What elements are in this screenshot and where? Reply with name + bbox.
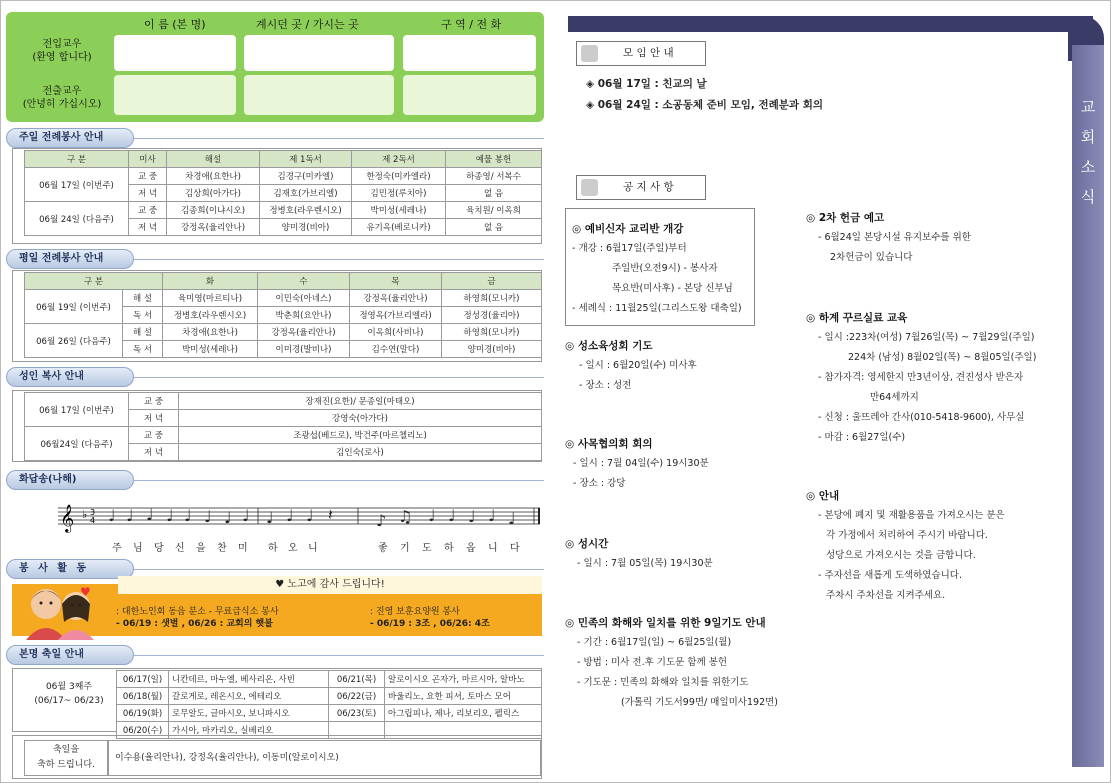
cell: 알로이시오 곤자가, 마르시아, 알바노 bbox=[385, 671, 542, 688]
lyric: 니 bbox=[488, 543, 498, 554]
line: 만64세까지 bbox=[870, 392, 919, 403]
newcomer-box bbox=[6, 12, 544, 122]
out-zone-field[interactable] bbox=[403, 75, 536, 115]
cell: 육치원/ 이옥희 bbox=[446, 202, 542, 219]
service-right-2: - 06/19 : 3조 , 06/26: 4조 bbox=[370, 619, 490, 629]
svg-text:𝄞: 𝄞 bbox=[60, 504, 75, 532]
cell: 저 녁 bbox=[129, 410, 179, 427]
meeting-1: ◈ 06월 17일 : 친교의 날 bbox=[586, 78, 707, 90]
cell: 하영희(모니카) bbox=[442, 324, 542, 341]
svg-text:♩: ♩ bbox=[468, 507, 476, 526]
cell: 독 서 bbox=[123, 307, 163, 324]
cell: 차경애(요한나) bbox=[167, 168, 260, 185]
lyric: 하 bbox=[268, 543, 278, 554]
cell: 박춘희(요안나) bbox=[258, 307, 350, 324]
cell: 가시아, 마카리오, 실베리오 bbox=[169, 722, 329, 739]
cell: 로무알도, 글마시오, 보니파시오 bbox=[169, 705, 329, 722]
svg-text:♩: ♩ bbox=[428, 506, 436, 525]
notice-6 bbox=[806, 208, 971, 268]
line: 2차헌금이 있습니다 bbox=[830, 252, 913, 263]
line: - 방법 : 미사 전.후 기도문 함께 봉헌 bbox=[577, 657, 728, 668]
cell: 김민정(루치아) bbox=[352, 185, 446, 202]
lyric: 신 bbox=[175, 543, 185, 554]
lyric: 다 bbox=[510, 543, 520, 554]
cell: 저 녁 bbox=[129, 185, 167, 202]
cell: 정병호(라우렌시오) bbox=[260, 202, 352, 219]
date-cell: 06월 19일 (이번주) bbox=[25, 290, 123, 324]
feast-table bbox=[116, 670, 542, 739]
th: 구 분 bbox=[25, 151, 129, 168]
cell: 박미성(세레나) bbox=[352, 202, 446, 219]
divider bbox=[134, 480, 544, 481]
bless-label: 축일을 축하 드립니다. bbox=[24, 740, 108, 776]
svg-text:♩: ♩ bbox=[108, 506, 116, 525]
cell: 강정옥(율리안나) bbox=[350, 290, 442, 307]
date-cell: 06월 17일 (이번주) bbox=[25, 393, 129, 427]
lyric: 주 bbox=[112, 543, 122, 554]
notice-1 bbox=[572, 219, 742, 319]
in-zone-field[interactable] bbox=[403, 35, 536, 71]
lyric: 기 bbox=[400, 543, 410, 554]
svg-text:♩: ♩ bbox=[126, 506, 134, 525]
label-incoming: 전입교우 (환영 합니다) bbox=[32, 39, 92, 63]
line: - 개강 : 6월17일(주일)부터 bbox=[572, 243, 687, 254]
cell: 하영희(모니카) bbox=[442, 290, 542, 307]
notice-8-head: ◎ 안내 bbox=[806, 490, 840, 502]
line: - 신청 : 울뜨레아 간사(010-5418-9600), 사무실 bbox=[818, 412, 1025, 423]
cell: 김상희(아가다) bbox=[167, 185, 260, 202]
date-cell: 06월24일 (다음주) bbox=[25, 427, 129, 461]
svg-text:♩: ♩ bbox=[266, 508, 274, 527]
svg-text:♫: ♫ bbox=[398, 507, 413, 526]
notice-8 bbox=[806, 486, 1005, 606]
cell: 06/20(수) bbox=[117, 722, 169, 739]
adult-title: 성인 복사 안내 bbox=[6, 367, 134, 387]
side-title: 교 회 소 식 bbox=[1080, 98, 1096, 206]
svg-text:♩: ♩ bbox=[146, 505, 154, 524]
cell: 이옥희(사비나) bbox=[350, 324, 442, 341]
line: 목요반(미사후) - 본당 신부님 bbox=[612, 283, 733, 294]
date-cell: 06월 17일 (이번주) bbox=[25, 168, 129, 202]
adult-table bbox=[24, 392, 542, 461]
line: - 일시 :223차(여성) 7월26일(목) ~ 7월29일(주일) bbox=[818, 332, 1035, 343]
date-cell: 06월 24일 (다음주) bbox=[25, 202, 129, 236]
cell: 장재진(요한)/ 문종일(마태오) bbox=[179, 393, 542, 410]
line: (가톨릭 기도서99면/ 매일미사192면) bbox=[621, 697, 778, 708]
cell: 정성경(율리아) bbox=[442, 307, 542, 324]
cell: 갈로게로, 레온시오, 에테리오 bbox=[169, 688, 329, 705]
th: 미사 bbox=[129, 151, 167, 168]
heart-icon: ♥ bbox=[275, 579, 288, 590]
lyric: 당 bbox=[154, 543, 164, 554]
cell: 없 음 bbox=[446, 219, 542, 236]
notice-3 bbox=[565, 434, 709, 494]
notice-5 bbox=[565, 613, 778, 713]
date-cell: 06월 26일 (다음주) bbox=[25, 324, 123, 358]
cell: 하종영/ 서복수 bbox=[446, 168, 542, 185]
line: - 일시 : 6월20일(수) 미사후 bbox=[579, 360, 697, 371]
line: 성당으로 가져오시는 것을 금합니다. bbox=[826, 550, 976, 561]
notice-4 bbox=[565, 534, 713, 574]
divider bbox=[134, 569, 544, 570]
cell: 차경애(요한나) bbox=[163, 324, 258, 341]
line: - 주자선을 새롭게 도색하였습니다. bbox=[818, 570, 962, 581]
cell: 김종희(이냐시오) bbox=[167, 202, 260, 219]
cell: 이민숙(아네스) bbox=[258, 290, 350, 307]
service-left-1: : 대한노인회 동읍 분소 - 무료급식소 봉사 bbox=[116, 607, 279, 617]
feast-title: 본명 축일 안내 bbox=[6, 645, 134, 665]
service-title: 봉 사 활 동 bbox=[6, 559, 134, 579]
line: 주일반(오전9시) - 봉사자 bbox=[612, 263, 718, 274]
svg-text:♩: ♩ bbox=[508, 509, 516, 528]
meeting-badge bbox=[576, 41, 706, 66]
notice-6-head: ◎ 2차 헌금 예고 bbox=[806, 212, 885, 224]
cell: 교 중 bbox=[129, 168, 167, 185]
th: 예물 봉헌 bbox=[446, 151, 542, 168]
cell: 06/23(토) bbox=[329, 705, 385, 722]
svg-text:𝄽: 𝄽 bbox=[328, 505, 333, 524]
divider bbox=[134, 655, 544, 656]
line: - 장소 : 성전 bbox=[579, 380, 632, 391]
sunday-table bbox=[24, 150, 542, 236]
notice-title: 공 지 사 항 bbox=[623, 181, 674, 193]
cell: 강정옥(율리안나) bbox=[167, 219, 260, 236]
cell: 아그립피나, 제나, 리보리오, 펠릭스 bbox=[385, 705, 542, 722]
line: - 일시 : 7월 04일(수) 19시30분 bbox=[573, 458, 709, 469]
divider bbox=[134, 138, 544, 139]
notice-2 bbox=[565, 336, 697, 396]
thanks-banner bbox=[118, 576, 542, 594]
cell: 06/19(화) bbox=[117, 705, 169, 722]
cell: 저 녁 bbox=[129, 219, 167, 236]
svg-text:♭: ♭ bbox=[82, 508, 88, 521]
cell: 독 서 bbox=[123, 341, 163, 358]
notice-7 bbox=[806, 308, 1036, 448]
lyric: 옵 bbox=[466, 543, 476, 554]
cell: 강영숙(아가다) bbox=[179, 410, 542, 427]
volunteers-illustration-icon bbox=[22, 582, 102, 640]
svg-text:♩: ♩ bbox=[242, 506, 250, 525]
cell: 해 설 bbox=[123, 324, 163, 341]
lyric: 찬 bbox=[217, 543, 227, 554]
lyric: 도 bbox=[422, 543, 432, 554]
notice-1-head: ◎ 예비신자 교리반 개강 bbox=[572, 223, 684, 235]
cell: 이미경(발비나) bbox=[258, 341, 350, 358]
cell: 06/18(월) bbox=[117, 688, 169, 705]
cell: 06/17(일) bbox=[117, 671, 169, 688]
th: 제 1독서 bbox=[260, 151, 352, 168]
hymn-title: 화답송(나해) bbox=[6, 470, 134, 490]
cell: 양미경(비아) bbox=[260, 219, 352, 236]
cell: 해 설 bbox=[123, 290, 163, 307]
header-zone: 구 역 / 전 화 bbox=[441, 18, 502, 31]
header-place: 계시던 곳 / 가시는 곳 bbox=[256, 18, 359, 31]
svg-text:♩: ♩ bbox=[286, 506, 294, 525]
notice-3-head: ◎ 사목협의회 회의 bbox=[565, 438, 653, 450]
line: - 마감 : 6월27일(수) bbox=[818, 432, 906, 443]
meeting-title: 모 임 안 내 bbox=[623, 47, 674, 59]
line: - 기간 : 6월17일(일) ~ 6월25일(월) bbox=[577, 637, 732, 648]
svg-text:♪: ♪ bbox=[376, 511, 387, 530]
cell: 박미성(세레나) bbox=[163, 341, 258, 358]
person-icon bbox=[581, 179, 598, 196]
line: 주차시 주차선을 지켜주세요. bbox=[826, 590, 946, 601]
sunday-title: 주일 전례봉사 안내 bbox=[6, 128, 134, 148]
cell: 교 중 bbox=[129, 393, 179, 410]
notice-5-head: ◎ 민족의 화해와 일치를 위한 9일기도 안내 bbox=[565, 617, 766, 629]
thanks-text: 노고에 감사 드립니다! bbox=[287, 579, 385, 590]
svg-text:♩: ♩ bbox=[448, 506, 456, 525]
cell: 정영옥(가브리엘라) bbox=[350, 307, 442, 324]
svg-text:♥: ♥ bbox=[80, 585, 91, 599]
lyric: 좋 bbox=[378, 543, 388, 554]
lyric: 하 bbox=[444, 543, 454, 554]
line: - 참가자격: 영세한지 만3년이상, 견진성사 받은자 bbox=[818, 372, 1024, 383]
lyrics bbox=[112, 539, 542, 553]
cell: 없 음 bbox=[446, 185, 542, 202]
svg-text:♩: ♩ bbox=[166, 506, 174, 525]
lyric: 오 bbox=[288, 543, 298, 554]
service-left-2: - 06/19 : 샛별 , 06/26 : 교회의 햇불 bbox=[116, 619, 273, 629]
in-name-field[interactable] bbox=[114, 35, 236, 71]
right-header-bar bbox=[568, 16, 1093, 32]
feast-week: 06월 3째주 (06/17~ 06/23) bbox=[34, 682, 104, 706]
out-place-field[interactable] bbox=[244, 75, 394, 115]
svg-text:♩: ♩ bbox=[204, 507, 212, 526]
cell: 김인숙(로사) bbox=[179, 444, 542, 461]
cell: 바울리노, 요한 피셔, 토마스 모어 bbox=[385, 688, 542, 705]
notice-2-head: ◎ 성소육성회 기도 bbox=[565, 340, 653, 352]
th: 구 분 bbox=[25, 273, 163, 290]
lyric: 을 bbox=[196, 543, 206, 554]
cell: 한정숙(미카엘라) bbox=[352, 168, 446, 185]
line: - 일시 : 7월 05일(목) 19시30분 bbox=[577, 558, 713, 569]
th: 화 bbox=[163, 273, 258, 290]
cell: 저 녁 bbox=[129, 444, 179, 461]
line: 224차 (남성) 8월02일(목) ~ 8월05일(주일) bbox=[848, 352, 1037, 363]
header-name: 이 름 (본 명) bbox=[144, 18, 206, 31]
service-right-1: : 진영 보훈요양원 봉사 bbox=[370, 607, 460, 617]
cell: 김경구(미카엘) bbox=[260, 168, 352, 185]
cell: 유기옥(베로니카) bbox=[352, 219, 446, 236]
music-staff bbox=[58, 496, 544, 536]
line: 각 가정에서 처리하여 주시기 바랍니다. bbox=[826, 530, 988, 541]
svg-text:♩: ♩ bbox=[488, 506, 496, 525]
th: 금 bbox=[442, 273, 542, 290]
line: - 6월24일 본당시설 유지보수를 위한 bbox=[818, 232, 971, 243]
th: 목 bbox=[350, 273, 442, 290]
svg-text:♩: ♩ bbox=[184, 506, 192, 525]
cell: 06/21(목) bbox=[329, 671, 385, 688]
cell: 정병호(라우렌시오) bbox=[163, 307, 258, 324]
cell: 교 중 bbox=[129, 427, 179, 444]
th: 수 bbox=[258, 273, 350, 290]
svg-text:♩: ♩ bbox=[306, 506, 314, 525]
cell: 김재호(가브리엘) bbox=[260, 185, 352, 202]
notice-4-head: ◎ 성시간 bbox=[565, 538, 609, 550]
cell: 강정옥(율리안나) bbox=[258, 324, 350, 341]
out-name-field[interactable] bbox=[114, 75, 236, 115]
label-outgoing: 전출교우 (안녕히 가십시오) bbox=[22, 86, 102, 110]
line: - 장소 : 강당 bbox=[573, 478, 626, 489]
lyric: 미 bbox=[238, 543, 248, 554]
line: - 세례식 : 11월25일(그리스도왕 대축일) bbox=[572, 303, 742, 314]
notice-7-head: ◎ 하계 꾸르실료 교육 bbox=[806, 312, 908, 324]
th: 제 2독서 bbox=[352, 151, 446, 168]
cell: 06/22(금) bbox=[329, 688, 385, 705]
lyric: 님 bbox=[133, 543, 143, 554]
svg-text:4: 4 bbox=[90, 516, 96, 525]
cell: 육미영(마르티나) bbox=[163, 290, 258, 307]
lyric: 니 bbox=[308, 543, 318, 554]
person-icon bbox=[581, 45, 598, 62]
in-place-field[interactable] bbox=[244, 35, 394, 71]
cell: 양미경(비아) bbox=[442, 341, 542, 358]
cell: 김수연(말다) bbox=[350, 341, 442, 358]
line: - 기도문 : 민족의 화해와 일치를 위한기도 bbox=[577, 677, 749, 688]
divider bbox=[134, 377, 544, 378]
cell: 니칸데르, 마누엘, 베사리온, 사빈 bbox=[169, 671, 329, 688]
weekday-table bbox=[24, 272, 542, 358]
svg-text:♩: ♩ bbox=[224, 508, 232, 527]
th: 해설 bbox=[167, 151, 260, 168]
divider bbox=[134, 259, 544, 260]
weekday-title: 평일 전례봉사 안내 bbox=[6, 249, 134, 269]
svg-text:3: 3 bbox=[90, 508, 96, 517]
bless-names: 이수용(율리안나), 강정옥(율리안나), 이동미(알로이시오) bbox=[108, 740, 541, 776]
line: - 본당에 폐지 및 재활용품을 가져오시는 분은 bbox=[818, 510, 1005, 521]
cell: 교 중 bbox=[129, 202, 167, 219]
cell: 조광섭(베드로), 박건주(마르첼리노) bbox=[179, 427, 542, 444]
notice-badge bbox=[576, 175, 706, 200]
meeting-2: ◈ 06월 24일 : 소공동체 준비 모임, 전례분과 회의 bbox=[586, 99, 824, 111]
